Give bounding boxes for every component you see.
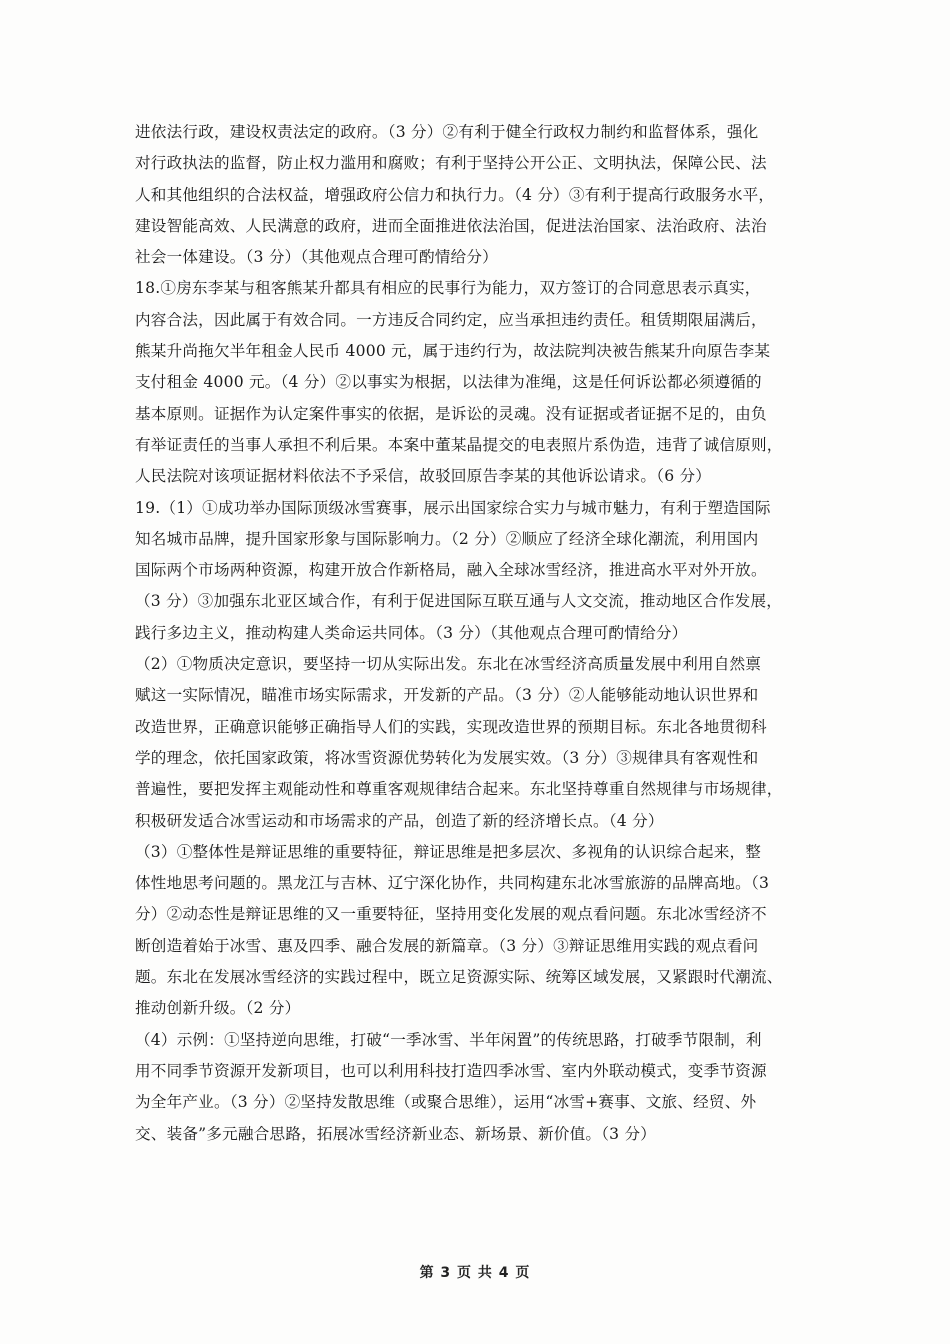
page-number-footer: 第 3 页 共 4 页	[419, 1265, 531, 1281]
text-line: 人民法院对该项证据材料依法不予采信，故驳回原告李某的其他诉讼请求。（6 分）	[135, 467, 712, 486]
text-line: 普遍性，要把发挥主观能动性和尊重客观规律结合起来。东北坚持尊重自然规律与市场规律，	[135, 780, 783, 799]
text-line: 19.（1）①成功举办国际顶级冰雪赛事，展示出国家综合实力与城市魅力，有利于塑造国际	[135, 498, 771, 517]
text-line: 交、装备”多元融合思路，拓展冰雪经济新业态、新场景、新价值。（3 分）	[135, 1124, 657, 1143]
text-line: 对行政执法的监督，防止权力滥用和腐败；有利于坚持公开公正、文明执法，保障公民、法	[135, 154, 767, 173]
text-line: 建设智能高效、人民满意的政府，进而全面推进依法治国，促进法治国家、法治政府、法治	[135, 216, 767, 235]
text-line: 改造世界，正确意识能够正确指导人们的实践，实现改造世界的预期目标。东北各地贯彻科	[135, 717, 767, 736]
text-line: 18.①房东李某与租客熊某升都具有相应的民事行为能力，双方签订的合同意思表示真实，	[135, 279, 761, 298]
text-line: 内容合法，因此属于有效合同。一方违反合同约定，应当承担违约责任。租赁期限届满后，	[135, 310, 767, 329]
text-line: 社会一体建设。（3 分）（其他观点合理可酌情给分）	[135, 248, 498, 267]
text-line: 知名城市品牌，提升国家形象与国际影响力。（2 分）②顺应了经济全球化潮流，利用国内	[135, 529, 759, 548]
answer-text-body	[135, 117, 815, 1150]
text-line: （2）①物质决定意识，要坚持一切从实际出发。东北在冰雪经济高质量发展中利用自然禀	[135, 655, 762, 674]
text-line: 有举证责任的当事人承担不利后果。本案中董某晶提交的电表照片系伪造，违背了诚信原则，	[135, 435, 783, 454]
text-line: 为全年产业。（3 分）②坚持发散思维（或聚合思维），运用“冰雪+赛事、文旅、经贸、外	[135, 1093, 757, 1112]
text-line: 推动创新升级。（2 分）	[135, 999, 301, 1018]
text-line: （3）①整体性是辩证思维的重要特征，辩证思维是把多层次、多视角的认识综合起来，整	[135, 842, 762, 861]
text-line: 国际两个市场两种资源，构建开放合作新格局，融入全球冰雪经济，推进高水平对外开放。	[135, 561, 767, 580]
text-line: 分）②动态性是辩证思维的又一重要特征，坚持用变化发展的观点看问题。东北冰雪经济不	[135, 905, 767, 924]
text-line: 基本原则。证据作为认定案件事实的依据，是诉讼的灵魂。没有证据或者证据不足的，由负	[135, 404, 767, 423]
text-line: 学的理念，依托国家政策，将冰雪资源优势转化为发展实效。（3 分）③规律具有客观性和	[135, 748, 759, 767]
text-line: 践行多边主义，推动构建人类命运共同体。（3 分）（其他观点合理可酌情给分）	[135, 623, 688, 642]
text-line: 积极研发适合冰雪运动和市场需求的产品，创造了新的经济增长点。（4 分）	[135, 811, 664, 830]
text-line: 用不同季节资源开发新项目，也可以利用科技打造四季冰雪、室内外联动模式，变季节资源	[135, 1061, 767, 1080]
text-line: 题。东北在发展冰雪经济的实践过程中，既立足资源实际、统筹区域发展，又紧跟时代潮流、	[135, 968, 783, 987]
text-line: （4）示例：①坚持逆向思维，打破“一季冰雪、半年闲置”的传统思路，打破季节限制，利	[135, 1030, 762, 1049]
text-line: 熊某升尚拖欠半年租金人民币 4000 元，属于违约行为，故法院判决被告熊某升向原告李某	[135, 342, 771, 361]
text-line: 人和其他组织的合法权益，增强政府公信力和执行力。（4 分）③有利于提高行政服务水平，	[135, 185, 775, 204]
text-line: 进依法行政，建设权责法定的政府。（3 分）②有利于健全行政权力制约和监督体系，强化	[135, 123, 759, 141]
text-line: 支付租金 4000 元。（4 分）②以事实为根据，以法律为准绳，这是任何诉讼都必须遵循的	[135, 373, 762, 392]
text-line: 赋这一实际情况，瞄准市场实际需求，开发新的产品。（3 分）②人能够能动地认识世界和	[135, 686, 759, 705]
text-line: 体性地思考问题的。黑龙江与吉林、辽宁深化协作，共同构建东北冰雪旅游的品牌高地。（3	[135, 874, 770, 893]
text-line: 断创造着始于冰雪、惠及四季、融合发展的新篇章。（3 分）③辩证思维用实践的观点看问	[135, 936, 759, 955]
text-line: （3 分）③加强东北亚区域合作，有利于促进国际互联互通与人文交流，推动地区合作发展，	[135, 592, 783, 611]
